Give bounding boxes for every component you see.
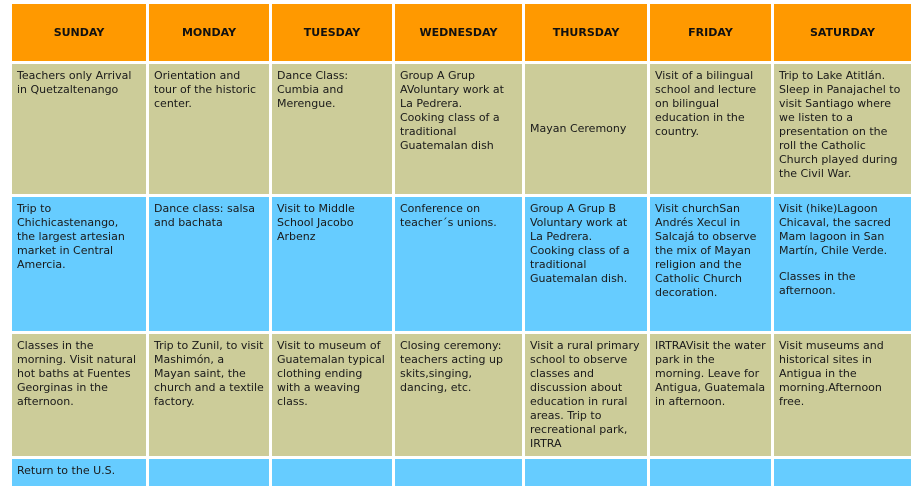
week2-thursday-cell: Group A Grup B Voluntary work at La Pedrera. Cooking class of a traditional Guatemalan dish.: [525, 197, 647, 331]
week3-sunday-cell: Classes in the morning. Visit natural hot baths at Fuentes Georginas in the afternoon.: [12, 334, 146, 456]
week1-saturday-cell: Trip to Lake Atitlán. Sleep in Panajachel to visit Santiago where we listen to a presentation on the roll the Catholic Church played during the Civil War.: [774, 64, 911, 194]
week2-saturday-cell: [774, 197, 911, 331]
week1-tuesday-cell: Dance Class: Cumbia and Merengue.: [272, 64, 392, 194]
week3-friday-cell: IRTRAVisit the water park in the morning. Leave for Antigua, Guatemala in afternoon.: [650, 334, 771, 456]
final-sunday-cell: Return to the U.S.: [12, 459, 146, 486]
week2-friday-cell: Visit churchSan Andrés Xecul in Salcajá to observe the mix of Mayan religion and the Catholic Church decoration.: [650, 197, 771, 331]
header-wednesday: WEDNESDAY: [395, 4, 522, 61]
week2-saturday-note: Classes in the afternoon.: [779, 270, 856, 297]
header-friday: FRIDAY: [650, 4, 771, 61]
final-thursday-cell: [525, 459, 647, 486]
week1-thursday-text: Mayan Ceremony: [530, 122, 627, 135]
week1-monday-cell: Orientation and tour of the historic center.: [149, 64, 269, 194]
header-sunday: SUNDAY: [12, 4, 146, 61]
week3-saturday-cell: Visit museums and historical sites in Antigua in the morning.Afternoon free.: [774, 334, 911, 456]
week1-thursday-cell: [525, 64, 647, 194]
week2-sunday-cell: Trip to Chichicastenango, the largest artesian market in Central Amercia.: [12, 197, 146, 331]
final-saturday-cell: [774, 459, 911, 486]
week1-sunday-cell: Teachers only Arrival in Quetzaltenango: [12, 64, 146, 194]
final-wednesday-cell: [395, 459, 522, 486]
final-tuesday-cell: [272, 459, 392, 486]
final-monday-cell: [149, 459, 269, 486]
header-monday: MONDAY: [149, 4, 269, 61]
week2-monday-cell: Dance class: salsa and bachata: [149, 197, 269, 331]
week2-wednesday-cell: Conference on teacher´s unions.: [395, 197, 522, 331]
header-tuesday: TUESDAY: [272, 4, 392, 61]
week3-wednesday-cell: Closing ceremony: teachers acting up skits,singing, dancing, etc.: [395, 334, 522, 456]
week2-tuesday-cell: Visit to Middle School Jacobo Arbenz: [272, 197, 392, 331]
final-friday-cell: [650, 459, 771, 486]
week2-saturday-text: Visit (hike)Lagoon Chicaval, the sacred Mam lagoon in San Martín, Chile Verde.: [779, 202, 891, 257]
week1-friday-cell: Visit of a bilingual school and lecture on bilingual education in the country.: [650, 64, 771, 194]
header-thursday: THURSDAY: [525, 4, 647, 61]
week1-wednesday-cell: Group A Grup AVoluntary work at La Pedrera. Cooking class of a traditional Guatemalan dish: [395, 64, 522, 194]
week3-tuesday-cell: Visit to museum of Guatemalan typical clothing ending with a weaving class.: [272, 334, 392, 456]
week3-monday-cell: Trip to Zunil, to visit Mashimón, a Mayan saint, the church and a textile factory.: [149, 334, 269, 456]
header-saturday: SATURDAY: [774, 4, 911, 61]
week3-thursday-cell: Visit a rural primary school to observe classes and discussion about education in rural areas. Trip to recreational park, IRTRA: [525, 334, 647, 456]
